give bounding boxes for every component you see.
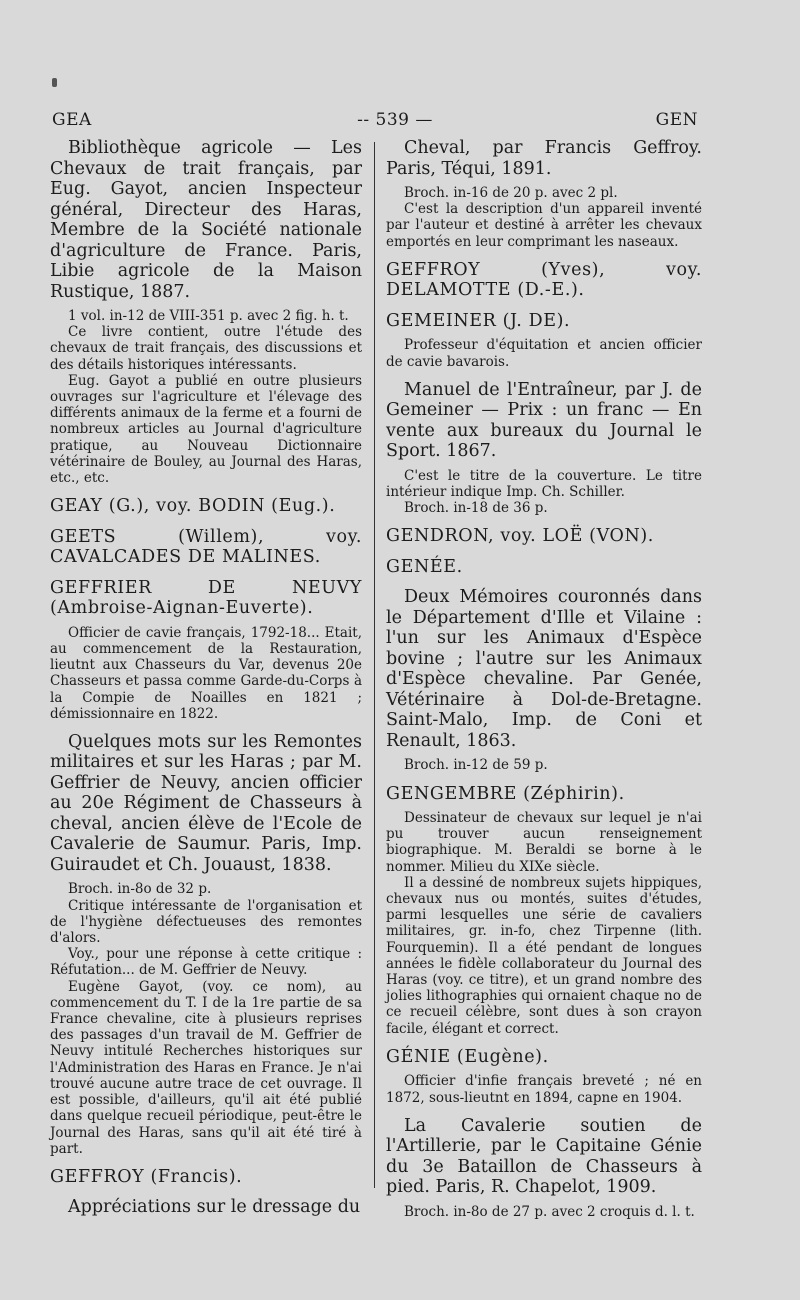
right-paragraph: C'est le titre de la couverture. Le titre intérieur indique Imp. Ch. Schiller. (386, 467, 702, 500)
right-paragraph: Deux Mémoires couronnés dans le Département d'Ille et Vilaine : l'un sur les Animaux d'Espèce bovine ; l'autre sur les Animaux d'Espèce chevaline. Par Genée, Vétérinaire à Dol-de-Bretagne. Saint-Malo, Imp. de Coni et Renault, 1863. (386, 587, 702, 751)
right-entry-heading: GEMEINER (J. DE). (386, 310, 571, 331)
left-entry-heading: GEETS (Willem), voy. CAVALCADES DE MALINES. (50, 526, 362, 568)
left-paragraph: Ce livre contient, outre l'étude des chevaux de trait français, des discussions et des détails historiques intéressants. (50, 324, 362, 373)
right-paragraph: La Cavalerie soutien de l'Artillerie, par le Capitaine Génie du 3e Bataillon de Chasseurs à pied. Paris, R. Chapelot, 1909. (386, 1115, 702, 1198)
left-entry-heading: GEFFROY (Francis). (50, 1166, 243, 1187)
left-entry-heading: GEAY (G.), voy. BODIN (Eug.). (50, 496, 336, 517)
right-paragraph: Broch. in-18 de 36 p. (404, 500, 548, 517)
right-paragraph: Broch. in-12 de 59 p. (404, 757, 548, 774)
ink-speck (52, 78, 57, 87)
right-entry-heading: GENGEMBRE (Zéphirin). (386, 783, 625, 804)
left-paragraph: Quelques mots sur les Remontes militaires et sur les Haras ; par M. Geffrier de Neuvy, ancien officier au 20e Régiment de Chasseurs à cheval, ancien élève de l'Ecole de Cavalerie de Saumur. Paris, Imp. Guiraudet et Ch. Jouaust, 1838. (50, 731, 362, 875)
running-head-left: GEA (52, 110, 92, 130)
left-paragraph: Broch. in-8o de 32 p. (68, 881, 212, 898)
right-entry-heading: GÉNIE (Eugène). (386, 1046, 549, 1067)
left-paragraph: Critique intéressante de l'organisation et de l'hygiène défectueuses des remontes d'alors. (50, 897, 362, 947)
page-number: -- 539 — (357, 110, 433, 130)
right-paragraph: Manuel de l'Entraîneur, par J. de Gemeiner — Prix : un franc — En vente aux bureaux du Journal le Sport. 1867. (386, 379, 702, 462)
running-head-right: GEN (655, 110, 698, 130)
left-column (50, 138, 362, 1218)
left-paragraph: Appréciations sur le dressage du (68, 1197, 361, 1218)
column-rule (374, 142, 375, 1188)
right-paragraph: Professeur d'équitation et ancien officier de cavie bavarois. (386, 337, 702, 370)
right-paragraph: Broch. in-16 de 20 p. avec 2 pl. (404, 185, 618, 201)
right-column (386, 138, 702, 1220)
right-paragraph: Officier d'infie français breveté ; né en 1872, sous-lieutnt en 1894, capne en 1904. (386, 1073, 702, 1106)
right-paragraph: Cheval, par Francis Geffroy. Paris, Téqui, 1891. (386, 138, 702, 179)
right-paragraph: C'est la description d'un appareil inventé par l'auteur et destiné à arrêter les chevaux emportés en leur comprimant les naseaux. (386, 201, 702, 250)
left-paragraph: 1 vol. in-12 de VIII-351 p. avec 2 fig. h. t. (68, 308, 349, 324)
right-entry-heading: GENDRON, voy. LOË (VON). (386, 526, 654, 547)
left-paragraph: Officier de cavie français, 1792-18... Etait, au commencement de la Restauration, lieutnt aux Chasseurs du Var, devenus 20e Chasseurs et passa comme Garde-du-Corps à la Compie de Noailles en 1821 ; démissionnaire en 1822. (50, 624, 362, 722)
right-entry-heading: GENÉE. (386, 556, 463, 577)
left-paragraph: Eugène Gayot, (voy. ce nom), au commencement du T. I de la 1re partie de sa France chevaline, cite à plusieurs reprises des passages d'un travail de M. Geffrier de Neuvy intitulé Recherches historiques sur l'Administration des Haras en France. Je n'ai trouvé aucune autre trace de cet ouvrage. Il est possible, d'ailleurs, qu'il ait été publié dans quelque recueil périodique, peut-être le Journal des Haras, sans qu'il ait été tiré à part. (50, 978, 362, 1157)
right-paragraph: Broch. in-8o de 27 p. avec 2 croquis d. l. t. (404, 1203, 695, 1220)
left-paragraph: Eug. Gayot a publié en outre plusieurs ouvrages sur l'agriculture et l'élevage des différents animaux de la ferme et a fourni de nombreux articles au Journal d'agriculture pratique, au Nouveau Dictionnaire vétérinaire de Bouley, au Journal des Haras, etc., etc. (50, 372, 362, 487)
left-paragraph: Bibliothèque agricole — Les Chevaux de trait français, par Eug. Gayot, ancien Inspecteur général, Directeur des Haras, Membre de la Société nationale d'agriculture de France. Paris, Libie agricole de la Maison Rustique, 1887. (50, 138, 362, 302)
right-paragraph: Dessinateur de chevaux sur lequel je n'ai pu trouver aucun renseignement biographique. M. Beraldi se borne à le nommer. Milieu du XIXe siècle. (386, 810, 702, 875)
left-entry-heading: GEFFRIER DE NEUVY (Ambroise-Aignan-Euverte). (50, 577, 362, 619)
left-paragraph: Voy., pour une réponse à cette critique : Réfutation... de M. Geffrier de Neuvy. (50, 946, 362, 979)
right-entry-heading: GEFFROY (Yves), voy. DELAMOTTE (D.-E.). (386, 259, 702, 301)
right-paragraph: Il a dessiné de nombreux sujets hippiques, chevaux nus ou montés, suites d'études, parmi lesquelles une série de cavaliers militaires, gr. in-fo, chez Tirpenne (lith. Fourquemin). Il a été pendant de longues années le fidèle collaborateur du Journal des Haras (voy. ce titre), et un grand nombre des jolies lithographies qui ornaient chaque no de ce recueil célèbre, sont dues à son crayon facile, élégant et correct. (386, 874, 702, 1037)
